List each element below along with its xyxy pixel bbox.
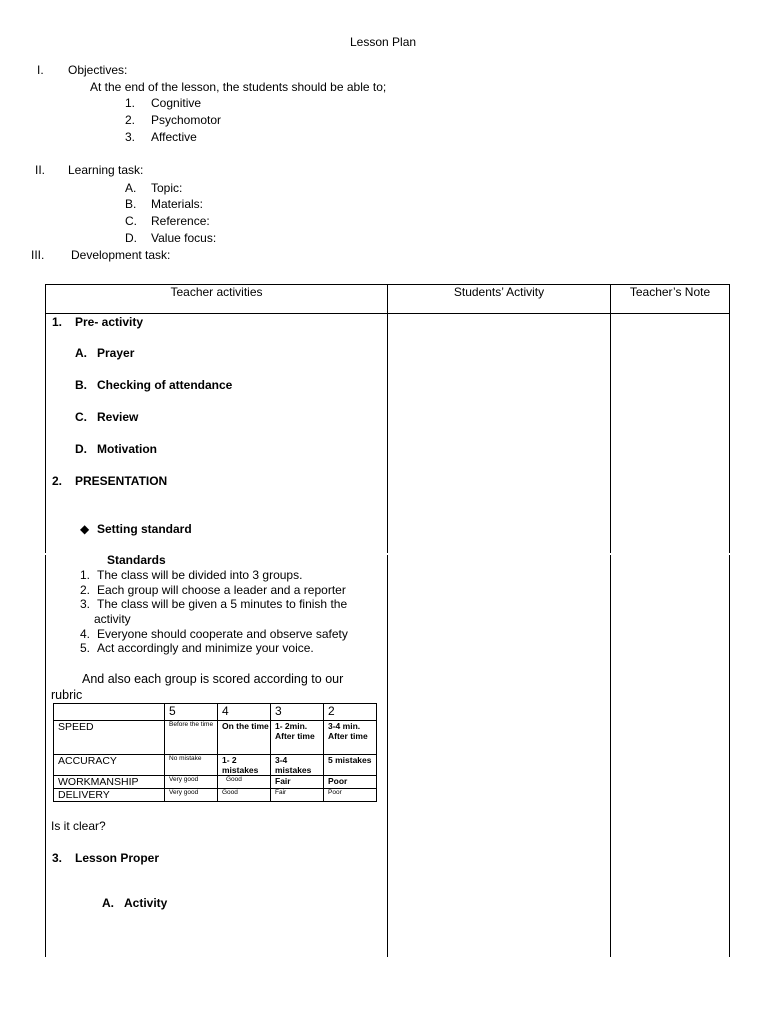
column-header-teacher-activities: Teacher activities [170,285,263,299]
learning-task-letter: D. [125,231,137,245]
diamond-bullet-icon: ◆ [80,522,90,536]
learning-task-item: Materials: [151,197,204,211]
standard-item-continued: activity [94,612,131,626]
objective-num: 2. [125,113,136,127]
table-border-left [45,555,46,957]
lesson-proper-num: 3. [52,851,63,865]
rubric-row [54,755,377,776]
rubric-intro: And also each group is scored according to our [82,672,344,686]
rubric-cell: Poor [328,776,348,786]
standard-num: 4. [80,627,91,641]
rubric-criterion: SPEED [54,721,165,755]
pre-activity-heading: Pre- activity [75,315,144,329]
lesson-proper-heading: Lesson Proper [75,851,160,865]
standard-num: 5. [80,641,91,655]
learning-task-letter: B. [125,197,137,211]
pre-activity-letter: C. [75,410,87,424]
rubric-cell: Very good [169,789,199,796]
pre-activity-item: Motivation [97,442,157,456]
development-heading: Development task: [71,248,171,262]
rubric-score-header: 5 [165,704,218,721]
table-column-divider [610,284,611,553]
pre-activity-item: Prayer [97,346,135,360]
section-number-objectives: I. [37,63,44,77]
rubric-row [54,721,377,755]
presentation-heading: PRESENTATION [75,474,168,488]
section-number-learning-task: II. [35,163,46,177]
learning-task-letter: A. [125,181,137,195]
rubric-criterion: WORKMANSHIP [54,776,165,789]
rubric-cell: 1- 2 mistakes [222,755,259,775]
rubric-header-row [54,704,377,721]
table-border-right [729,555,730,957]
rubric-cell: Good [222,789,238,796]
pre-activity-letter: D. [75,442,87,456]
rubric-cell: 1- 2min. After time [275,721,315,741]
table-column-divider [610,555,611,957]
objective-item: Psychomotor [151,113,222,127]
activity-heading: Activity [124,896,168,910]
objective-num: 3. [125,130,136,144]
rubric-row [54,789,377,802]
standard-num: 2. [80,583,91,597]
rubric-cell: No mistake [169,755,202,762]
rubric-cell: Poor [328,789,342,796]
pre-activity-letter: A. [75,346,87,360]
activity-letter: A. [102,896,114,910]
rubric-cell: Good [226,776,242,783]
column-header-teachers-note: Teacher’s Note [629,285,711,299]
objective-item: Affective [151,130,197,144]
table-column-divider [387,555,388,957]
rubric-criterion: ACCURACY [54,755,165,776]
objective-num: 1. [125,96,136,110]
rubric-score-header: 2 [324,704,377,721]
standard-item: The class will be divided into 3 groups. [97,568,303,582]
rubric-intro-continued: rubric [51,688,83,702]
standard-num: 1. [80,568,91,582]
rubric-score-header: 4 [218,704,271,721]
rubric-cell: 3-4 mistakes [275,755,312,775]
learning-task-item: Value focus: [151,231,217,245]
table-border-right [729,284,730,553]
objective-item: Cognitive [151,96,202,110]
standard-item: The class will be given a 5 minutes to finish the [97,597,348,611]
table-column-divider [387,284,388,553]
learning-task-item: Topic: [151,181,183,195]
rubric-header-cell [54,704,165,721]
page-title: Lesson Plan [350,35,417,49]
learning-task-heading: Learning task: [68,163,144,177]
objectives-heading: Objectives: [68,63,128,77]
rubric-table [53,703,377,802]
learning-task-item: Reference: [151,214,210,228]
rubric-criterion: DELIVERY [54,789,165,802]
standard-item: Act accordingly and minimize your voice. [97,641,314,655]
presentation-num: 2. [52,474,63,488]
column-header-students-activity: Students’ Activity [453,285,545,299]
standard-item: Each group will choose a leader and a reporter [97,583,346,597]
rubric-cell: Before the time [169,721,214,728]
rubric-cell: Very good [169,776,199,783]
pre-activity-item: Review [97,410,139,424]
rubric-cell: Fair [275,776,291,786]
pre-activity-letter: B. [75,378,87,392]
rubric-cell: On the time [222,721,269,731]
objectives-intro: At the end of the lesson, the students should be able to; [90,80,387,94]
pre-activity-item: Checking of attendance [97,378,233,392]
standard-item: Everyone should cooperate and observe safety [97,627,348,641]
rubric-cell: 5 mistakes [328,755,372,765]
standards-title: Standards [107,553,166,567]
setting-standard-heading: Setting standard [97,522,192,536]
table-border-left [45,284,46,553]
rubric-row [54,776,377,789]
learning-task-letter: C. [125,214,137,228]
rubric-cell: 3-4 min. After time [328,721,368,741]
standard-num: 3. [80,597,91,611]
rubric-cell: Fair [275,789,287,796]
pre-activity-num: 1. [52,315,63,329]
is-it-clear-text: Is it clear? [51,819,106,833]
section-number-development: III. [31,248,45,262]
rubric-score-header: 3 [271,704,324,721]
